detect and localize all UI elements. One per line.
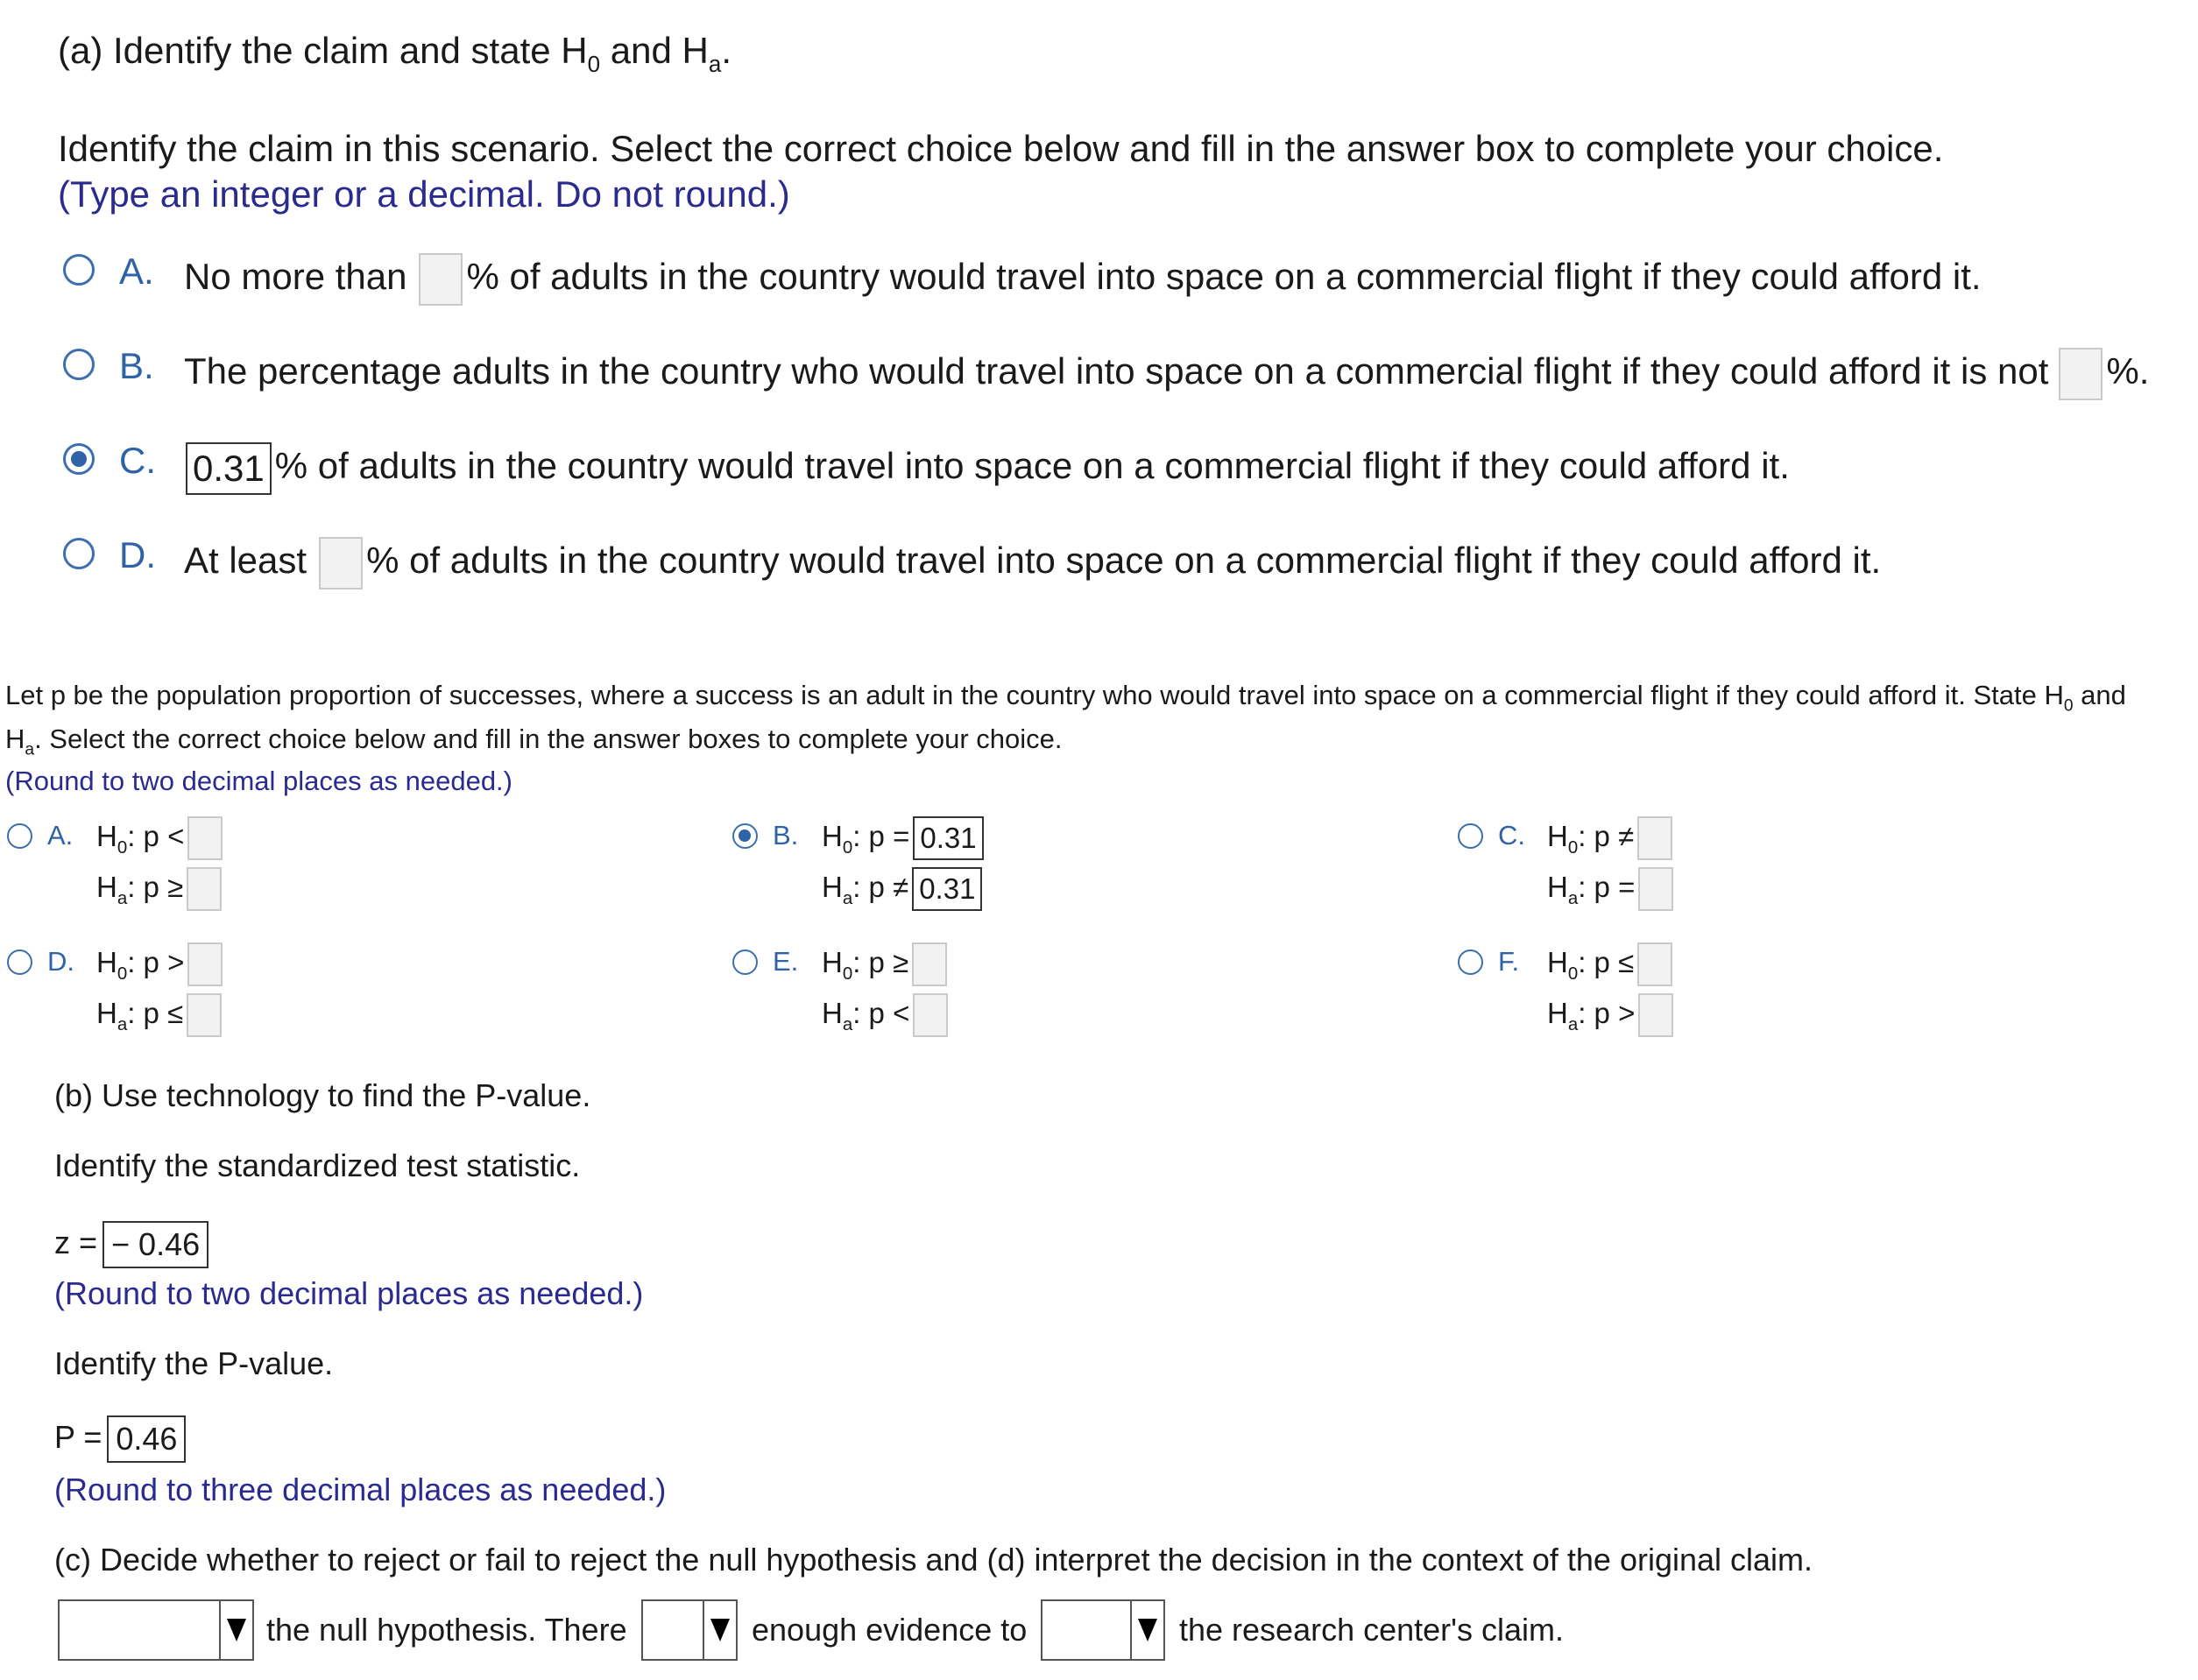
- hypothesis-radio-b[interactable]: [732, 823, 758, 849]
- hypothesis-radio-f[interactable]: [1458, 949, 1483, 975]
- hypothesis-radio-d[interactable]: [7, 949, 32, 975]
- claim-option-d: At least % of adults in the country would travel into space on a commercial flight if they could afford it.: [184, 534, 1881, 589]
- p-row: [54, 1414, 186, 1463]
- decision-text-2: enough evidence to: [752, 1612, 1028, 1648]
- claim-instruction: Identify the claim in this scenario. Select the correct choice below and fill in the answer box to complete your choice.: [58, 128, 1944, 169]
- hypothesis-h0-line-f: $H_0$: p ≤: [1547, 941, 1672, 986]
- claim-option-b: The percentage adults in the country who would travel into space on a commercial flight if they could afford it is not %.: [184, 345, 2149, 400]
- hypothesis-ha-line-f: $H_a$: p >: [1547, 992, 1673, 1037]
- claim-letter-a: A.: [119, 251, 154, 292]
- claim-input-a[interactable]: [419, 253, 463, 306]
- hypothesis-ha-input-d[interactable]: [187, 993, 222, 1037]
- hypothesis-ha-line-a: $H_a$: p ≥: [96, 865, 222, 911]
- chevron-down-icon[interactable]: [219, 1601, 252, 1659]
- z-row: [54, 1219, 208, 1268]
- hypothesis-h0-input-c[interactable]: [1637, 816, 1672, 860]
- hypothesis-ha-input-e[interactable]: [913, 993, 948, 1037]
- p-value-input[interactable]: 0.46: [107, 1415, 186, 1463]
- part-a-heading: (a) Identify the claim and state $H_0$ and $H_a$.: [58, 30, 732, 77]
- hypothesis-letter-b: B.: [773, 820, 799, 851]
- hypothesis-ha-input-c[interactable]: [1638, 867, 1673, 911]
- hypothesis-ha-line-c: $H_a$: p =: [1547, 865, 1673, 911]
- hypothesis-letter-e: E.: [773, 946, 799, 977]
- z-hint: (Round to two decimal places as needed.): [54, 1275, 644, 1311]
- claim-radio-a[interactable]: [63, 254, 95, 286]
- claim-input-d[interactable]: [319, 537, 363, 589]
- hypothesis-h0-line-d: $H_0$: p >: [96, 941, 223, 986]
- decision-text-3: the research center's claim.: [1179, 1612, 1565, 1648]
- hypotheses-intro-line1: Let p be the population proportion of successes, where a success is an adult in the country who would travel into space on a commercial flight if they could afford it. State $H_0$ and: [5, 680, 2126, 716]
- chevron-down-icon[interactable]: [1130, 1601, 1163, 1659]
- claim-radio-d[interactable]: [63, 538, 95, 569]
- hypothesis-ha-line-e: $H_a$: p <: [822, 992, 948, 1037]
- hypothesis-ha-line-b: $H_a$: p ≠ 0.31: [822, 865, 982, 911]
- hypothesis-letter-d: D.: [47, 946, 74, 977]
- evidence-dropdown[interactable]: [641, 1599, 738, 1661]
- hypothesis-h0-line-e: $H_0$: p ≥: [822, 941, 947, 986]
- claim-option-c: 0.31 % of adults in the country would travel into space on a commercial flight if they could afford it.: [186, 440, 1790, 495]
- hypothesis-letter-f: F.: [1498, 946, 1520, 977]
- hypothesis-h0-line-c: $H_0$: p ≠: [1547, 815, 1672, 860]
- hypothesis-letter-a: A.: [47, 820, 74, 851]
- z-label: z =: [54, 1225, 98, 1260]
- hypothesis-ha-input-a[interactable]: [187, 867, 222, 911]
- hypotheses-intro-line2: $H_a$. Select the correct choice below and fill in the answer boxes to complete your choice.: [5, 724, 1063, 759]
- hypothesis-ha-input-f[interactable]: [1638, 993, 1673, 1037]
- p-prompt: Identify the P-value.: [54, 1345, 334, 1381]
- hypothesis-h0-line-a: $H_0$: p <: [96, 815, 223, 860]
- hypothesis-radio-c[interactable]: [1458, 823, 1483, 849]
- claim-radio-c[interactable]: [63, 443, 95, 475]
- claim-input-b[interactable]: [2059, 348, 2103, 400]
- hypothesis-ha-input-b[interactable]: 0.31: [912, 867, 982, 911]
- hypothesis-ha-line-d: $H_a$: p ≤: [96, 992, 222, 1037]
- z-prompt: Identify the standardized test statistic.: [54, 1147, 581, 1183]
- p-label: P =: [54, 1419, 102, 1455]
- claim-input-c[interactable]: 0.31: [186, 442, 272, 495]
- hypothesis-radio-e[interactable]: [732, 949, 758, 975]
- hypothesis-h0-line-b: $H_0$: p = 0.31: [822, 815, 984, 860]
- claim-letter-b: B.: [119, 345, 154, 386]
- hypothesis-h0-input-a[interactable]: [187, 816, 223, 860]
- decision-text-1: the null hypothesis. There: [266, 1612, 627, 1648]
- hypotheses-hint: (Round to two decimal places as needed.): [5, 766, 512, 796]
- chevron-down-icon[interactable]: [703, 1601, 736, 1659]
- claim-radio-b[interactable]: [63, 349, 95, 380]
- hypothesis-h0-input-d[interactable]: [187, 942, 223, 986]
- z-input[interactable]: − 0.46: [102, 1221, 208, 1268]
- claim-letter-d: D.: [119, 534, 156, 575]
- hypothesis-letter-c: C.: [1498, 820, 1525, 851]
- claim-hint: (Type an integer or a decimal. Do not round.): [58, 173, 790, 215]
- part-b-heading: (b) Use technology to find the P-value.: [54, 1077, 591, 1113]
- hypothesis-radio-a[interactable]: [7, 823, 32, 849]
- p-hint: (Round to three decimal places as needed.): [54, 1472, 667, 1507]
- claim-letter-c: C.: [119, 440, 156, 481]
- part-c-heading: (c) Decide whether to reject or fail to reject the null hypothesis and (d) interpret the decision in the context of the original claim.: [54, 1542, 1813, 1578]
- hypothesis-h0-input-e[interactable]: [912, 942, 947, 986]
- hypothesis-h0-input-f[interactable]: [1637, 942, 1672, 986]
- claim-option-a: No more than % of adults in the country would travel into space on a commercial flight if they could afford it.: [184, 251, 1982, 306]
- claim-action-dropdown[interactable]: [1041, 1599, 1165, 1661]
- hypothesis-h0-input-b[interactable]: 0.31: [913, 816, 983, 860]
- decision-dropdown[interactable]: [58, 1599, 254, 1661]
